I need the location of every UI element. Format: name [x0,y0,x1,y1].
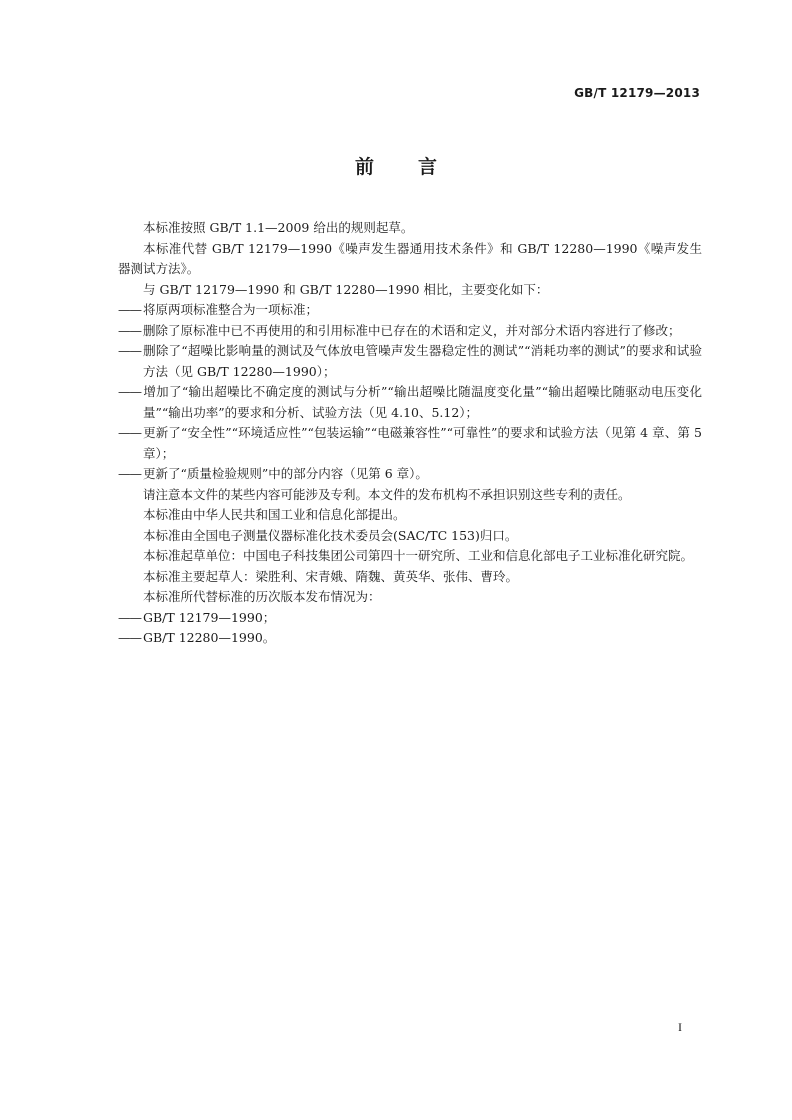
history-item-text: GB/T 12280—1990。 [143,630,276,645]
paragraph-administered-by: 本标准由全国电子测量仪器标准化技术委员会(SAC/TC 153)归口。 [143,527,518,543]
change-item-text: 更新了“质量检验规则”中的部分内容（见第 6 章）。 [143,466,428,481]
change-item [118,321,702,342]
history-item-text: GB/T 12179—1990； [143,609,276,625]
paragraph-drafting-rules: 本标准按照 GB/T 1.1—2009 给出的规则起草。 [143,220,414,235]
change-item [118,341,702,382]
dash-marker: —— [118,630,141,645]
change-item-text: 将原两项标准整合为一项标准； [143,302,319,317]
dash-marker: —— [118,343,141,358]
change-item [118,382,702,423]
change-item [118,300,702,321]
dash-marker: —— [118,425,141,440]
change-item [118,464,702,485]
dash-marker: —— [118,302,141,317]
change-item-text: 更新了“安全性”“环境适应性”“包装运输”“电磁兼容性”“可靠性”的要求和试验方法（见第 4 章、第 5 章）； [143,425,702,461]
dash-marker: —— [118,466,141,481]
paragraph-proposed-by: 本标准由中华人民共和国工业和信息化部提出。 [143,507,406,522]
page-number: I [678,1020,682,1034]
paragraph-drafters: 本标准主要起草人：梁胜利、宋青娥、隋魏、黄英华、张伟、曹玲。 [143,568,519,584]
standard-number: GB/T 12179—2013 [574,86,700,100]
paragraph-replaces: 本标准代替 GB/T 12179—1990《噪声发生器通用技术条件》和 GB/T 12280—1990《噪声发生器测试方法》。 [118,240,702,276]
change-item-text: 删除了“超噪比影响量的测试及气体放电管噪声发生器稳定性的测试”“消耗功率的测试”的要求和试验方法（见 GB/T 12280—1990）； [143,343,702,379]
paragraph-drafting-units: 本标准起草单位：中国电子科技集团公司第四十一研究所、工业和信息化部电子工业标准化研究院。 [143,548,694,563]
history-item [118,628,702,649]
dash-marker: —— [118,609,141,625]
history-item [118,608,702,629]
paragraph-changes-intro: 与 GB/T 12179—1990 和 GB/T 12280—1990 相比，主要变化如下： [143,281,549,297]
page-title: 前言 [354,156,481,178]
foreword-body [118,218,702,649]
change-item [118,423,702,464]
dash-marker: —— [118,384,141,399]
change-item-text: 删除了原标准中已不再使用的和引用标准中已存在的术语和定义，并对部分术语内容进行了修改； [143,322,681,338]
change-item-text: 增加了“输出超噪比不确定度的测试与分析”“输出超噪比随温度变化量”“输出超噪比随驱动电压变化量”“输出功率”的要求和分析、试验方法（见 4.10、5.12）； [143,384,702,420]
dash-marker: —— [118,322,141,338]
paragraph-patent-notice: 请注意本文件的某些内容可能涉及专利。本文件的发布机构不承担识别这些专利的责任。 [143,486,631,502]
paragraph-history-intro: 本标准所代替标准的历次版本发布情况为： [143,589,381,604]
